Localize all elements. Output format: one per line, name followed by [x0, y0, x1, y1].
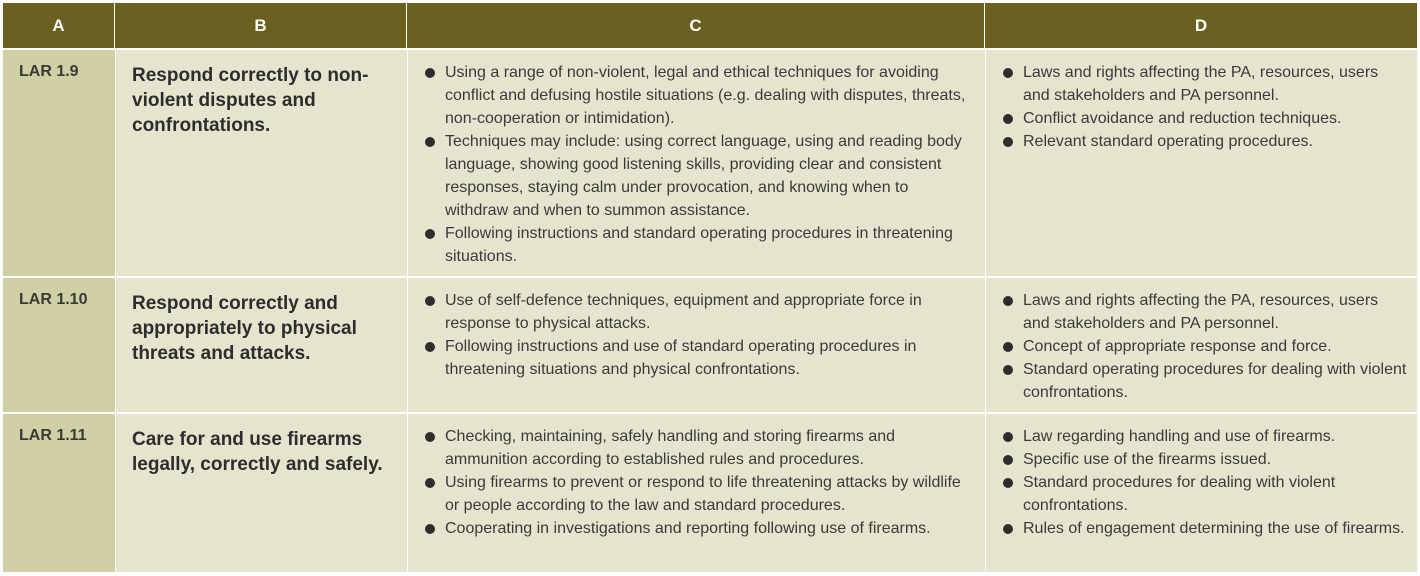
- list-item-text: Specific use of the firearms issued.: [1023, 451, 1272, 468]
- list-item-text: Laws and rights affecting the PA, resources, users and stakeholders and PA personnel.: [1023, 64, 1379, 104]
- list-item-text: Checking, maintaining, safely handling and storing firearms and ammunition according to established rules and procedures.: [445, 428, 896, 468]
- bullet-icon: [1003, 478, 1013, 488]
- list-item: [1002, 517, 1407, 540]
- bullet-icon: [1003, 342, 1013, 352]
- bullet-icon: [1003, 455, 1013, 465]
- knowledge-list: [985, 412, 1417, 572]
- list-item: [1002, 130, 1407, 153]
- bullet-icon: [425, 432, 435, 442]
- list-item: [424, 335, 975, 381]
- performance-criteria: [407, 48, 985, 276]
- list-item: [424, 471, 975, 517]
- list-item-text: Following instructions and standard operating procedures in threatening situations.: [445, 225, 953, 265]
- list-item: [1002, 335, 1407, 358]
- bullet-icon: [1003, 365, 1013, 375]
- bullet-icon: [1003, 524, 1013, 534]
- bullet-icon: [425, 137, 435, 147]
- bullet-icon: [425, 342, 435, 352]
- list-item: [424, 130, 975, 222]
- bullet-icon: [1003, 432, 1013, 442]
- list-item-text: Conflict avoidance and reduction techniques.: [1023, 110, 1342, 127]
- list-item: [424, 517, 975, 540]
- list-item: [424, 61, 975, 130]
- list-item: [424, 289, 975, 335]
- list-item-text: Law regarding handling and use of firearms.: [1023, 428, 1336, 445]
- bullet-icon: [1003, 114, 1013, 124]
- column-header-b: B: [115, 3, 407, 48]
- row-title: Care for and use firearms legally, correctly and safely.: [115, 412, 407, 572]
- bullet-icon: [425, 524, 435, 534]
- list-item-text: Following instructions and use of standard operating procedures in threatening situations and physical confrontations.: [445, 338, 917, 378]
- list-item-text: Concept of appropriate response and force.: [1023, 338, 1332, 355]
- list-item: [424, 425, 975, 471]
- list-item-text: Relevant standard operating procedures.: [1023, 133, 1313, 150]
- list-item: [424, 222, 975, 268]
- bullet-icon: [1003, 137, 1013, 147]
- list-item-text: Use of self-defence techniques, equipment and appropriate force in response to physical attacks.: [445, 292, 922, 332]
- list-item: [1002, 471, 1407, 517]
- bullet-icon: [425, 68, 435, 78]
- list-item-text: Standard procedures for dealing with violent confrontations.: [1023, 474, 1336, 514]
- bullet-icon: [425, 229, 435, 239]
- bullet-icon: [425, 478, 435, 488]
- column-header-a: A: [3, 3, 115, 48]
- list-item-text: Using a range of non-violent, legal and ethical techniques for avoiding conflict and defusing hostile situations (e.g. dealing with disputes, threats, non-cooperation or intimidation).: [445, 64, 966, 127]
- list-item: [1002, 289, 1407, 335]
- bullet-icon: [1003, 68, 1013, 78]
- row-title: Respond correctly to non-violent disputes and confrontations.: [115, 48, 407, 276]
- list-item-text: Standard operating procedures for dealing with violent confrontations.: [1023, 361, 1407, 401]
- competency-table: [3, 3, 1417, 572]
- row-code: LAR 1.10: [3, 276, 115, 412]
- list-item-text: Rules of engagement determining the use of firearms.: [1023, 520, 1405, 537]
- list-item-text: Cooperating in investigations and reporting following use of firearms.: [445, 520, 931, 537]
- list-item-text: Laws and rights affecting the PA, resources, users and stakeholders and PA personnel.: [1023, 292, 1379, 332]
- list-item-text: Techniques may include: using correct language, using and reading body language, showing good listening skills, providing clear and consistent responses, staying calm under provocation, and knowing when to withdraw and when to summon assistance.: [445, 133, 962, 219]
- performance-criteria: [407, 412, 985, 572]
- list-item: [1002, 448, 1407, 471]
- column-header-c: C: [407, 3, 985, 48]
- knowledge-list: [985, 276, 1417, 412]
- row-code: LAR 1.11: [3, 412, 115, 572]
- bullet-icon: [425, 296, 435, 306]
- bullet-icon: [1003, 296, 1013, 306]
- list-item: [1002, 61, 1407, 107]
- row-title: Respond correctly and appropriately to physical threats and attacks.: [115, 276, 407, 412]
- knowledge-list: [985, 48, 1417, 276]
- list-item: [1002, 425, 1407, 448]
- list-item: [1002, 358, 1407, 404]
- column-header-d: D: [985, 3, 1417, 48]
- list-item-text: Using firearms to prevent or respond to life threatening attacks by wildlife or people according to the law and standard procedures.: [445, 474, 961, 514]
- list-item: [1002, 107, 1407, 130]
- performance-criteria: [407, 276, 985, 412]
- row-code: LAR 1.9: [3, 48, 115, 276]
